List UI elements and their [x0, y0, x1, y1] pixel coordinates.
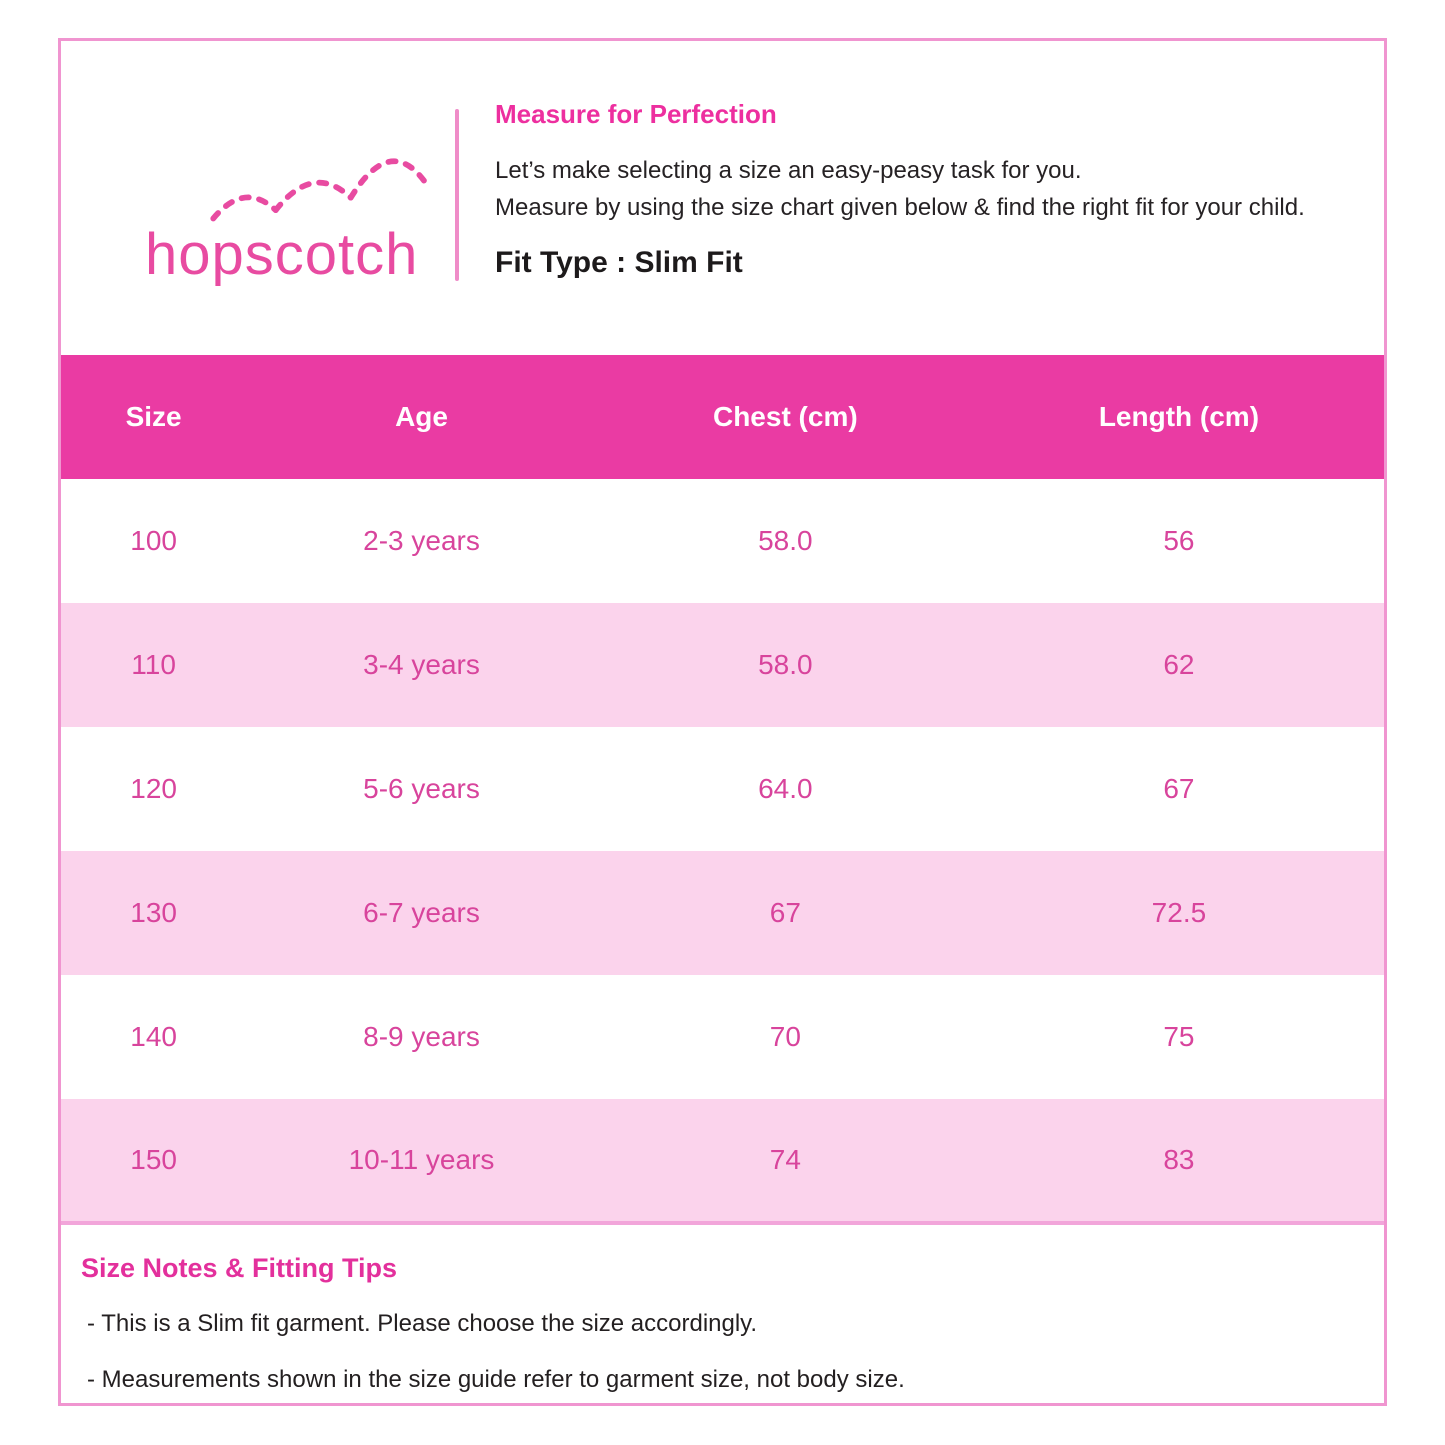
table-cell: 67: [1163, 773, 1195, 804]
table-cell: 130: [130, 897, 177, 928]
table-cell: 10-11 years: [348, 1144, 495, 1175]
table-cell: 8-9 years: [363, 1021, 480, 1052]
table-cell: 72.5: [1151, 897, 1207, 928]
table-cell: 62: [1163, 649, 1195, 680]
intro-line-1: Let’s make selecting a size an easy-peasy task for you.: [495, 157, 1082, 184]
bouncing-dashes-icon: [207, 133, 457, 229]
footer-notes-section: [81, 1239, 1366, 1422]
intro-block: [495, 99, 1375, 280]
size-chart-card: [58, 38, 1387, 1406]
table-row: [61, 851, 1384, 975]
column-header-chest: Chest (cm): [597, 355, 974, 479]
table-cell: 100: [130, 525, 177, 556]
column-header-age: Age: [246, 355, 597, 479]
footer-title: Size Notes & Fitting Tips: [81, 1253, 398, 1283]
table-cell: 150: [130, 1144, 177, 1175]
notes-list: [81, 1310, 1366, 1394]
vertical-divider: [455, 109, 459, 281]
table-cell: 74: [769, 1144, 801, 1175]
table-cell: 67: [769, 897, 801, 928]
table-header-row: [61, 355, 1384, 479]
table-cell: 56: [1163, 525, 1195, 556]
table-row: [61, 727, 1384, 851]
table-cell: 140: [130, 1021, 177, 1052]
size-table: [61, 355, 1384, 1225]
fitting-note: - Measurements shown in the size guide refer to garment size, not body size.: [87, 1366, 905, 1393]
intro-line-2: Measure by using the size chart given below & find the right fit for your child.: [495, 194, 1305, 221]
table-cell: 58.0: [758, 649, 813, 680]
table-cell: 83: [1163, 1144, 1195, 1175]
hopscotch-logo: [145, 129, 435, 319]
column-header-size: Size: [61, 355, 246, 479]
table-cell: 110: [131, 649, 176, 680]
fitting-note: - This is a Slim fit garment. Please choose the size accordingly.: [87, 1310, 758, 1337]
table-row: [61, 975, 1384, 1099]
table-cell: 5-6 years: [363, 773, 480, 804]
column-header-length: Length (cm): [974, 355, 1384, 479]
table-cell: 3-4 years: [363, 649, 480, 680]
table-cell: 2-3 years: [363, 525, 480, 556]
table-cell: 64.0: [758, 773, 813, 804]
table-row: [61, 603, 1384, 727]
table-cell: 6-7 years: [363, 897, 480, 928]
intro-title: Measure for Perfection: [495, 99, 777, 129]
table-cell: 120: [130, 773, 177, 804]
fit-type-label: Fit Type : Slim Fit: [495, 246, 743, 279]
table-row: [61, 1099, 1384, 1223]
logo-wordmark: hopscotch: [145, 222, 419, 287]
table-cell: 70: [769, 1021, 801, 1052]
table-row: [61, 479, 1384, 603]
table-cell: 58.0: [758, 525, 813, 556]
table-cell: 75: [1163, 1021, 1195, 1052]
